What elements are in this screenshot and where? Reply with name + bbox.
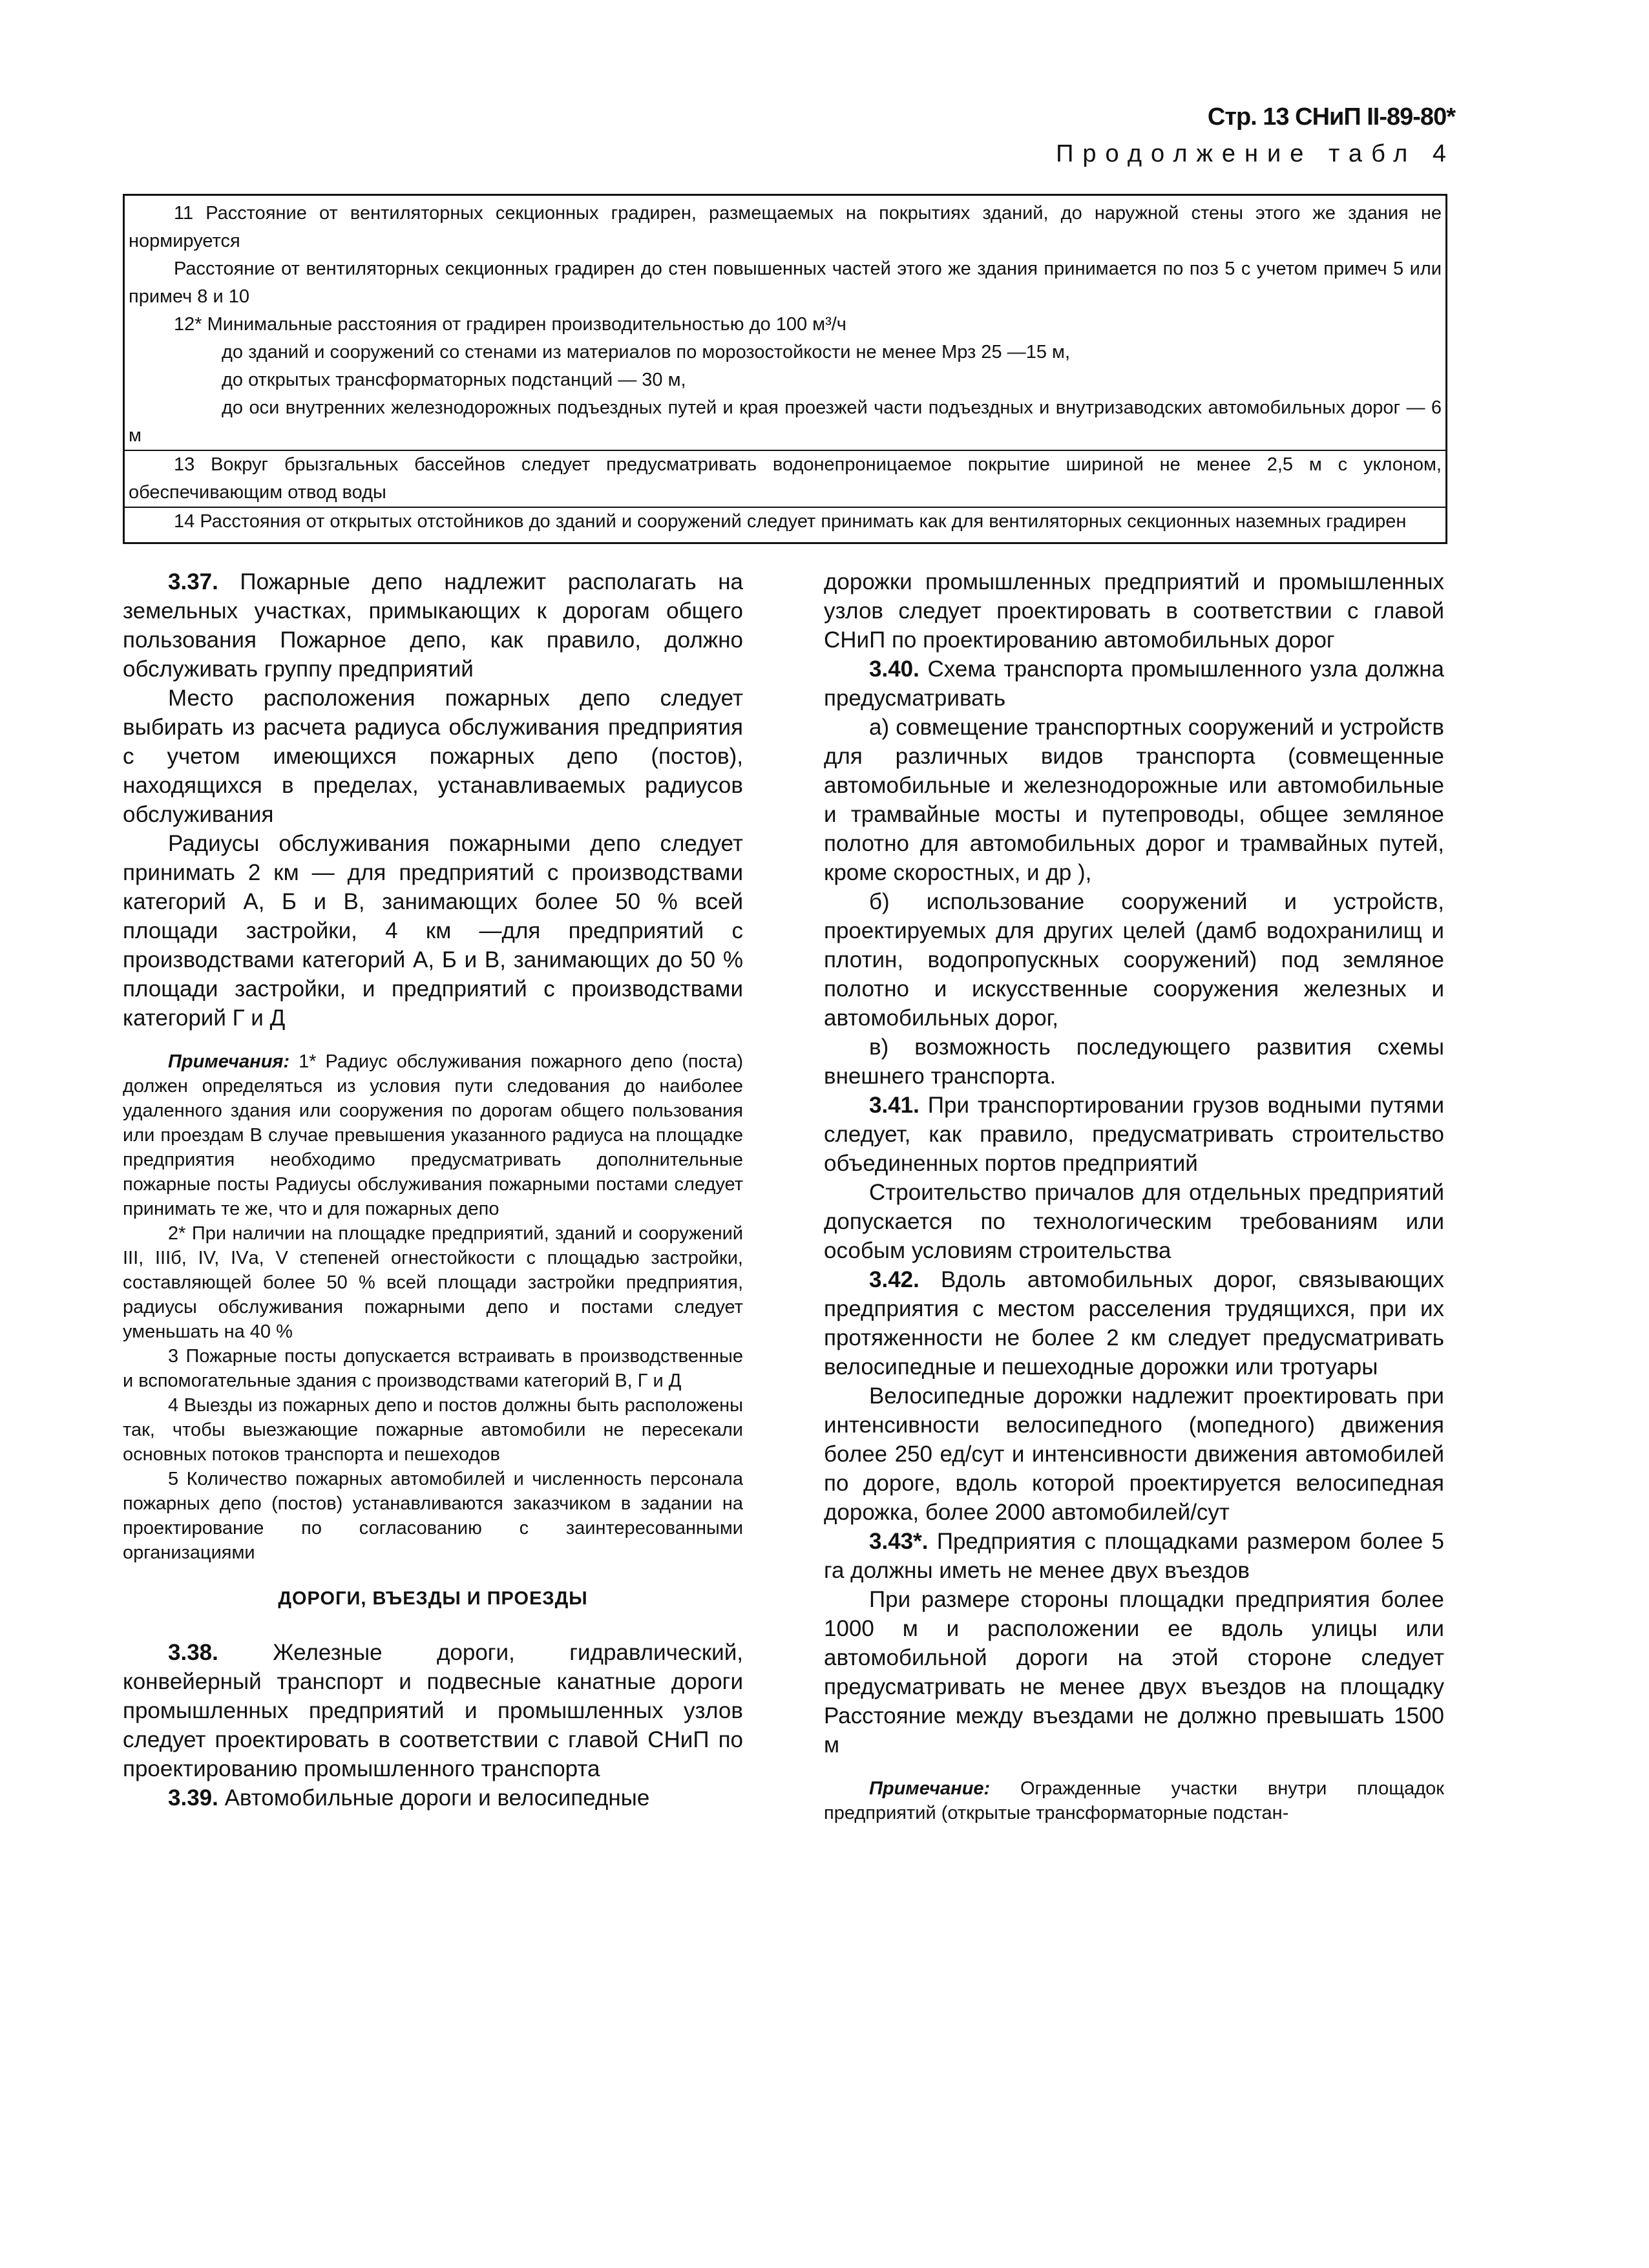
note-block-right	[824, 1776, 1444, 1825]
notes-block	[123, 1049, 743, 1565]
left-column	[123, 567, 743, 1812]
paragraph-3-41-2: Строительство причалов для отдельных предприятий допускается по технологическим требованиям или особым условиям строительства	[824, 1180, 1444, 1263]
table-continuation-label: Продолжение табл 4	[1056, 140, 1455, 167]
page-header	[1056, 103, 1455, 168]
paragraph-3-40-c: в) возможность последующего развития схемы внешнего транспорта.	[824, 1034, 1444, 1089]
table-note-14: 14 Расстояния от открытых отстойников до зданий и сооружений следует принимать как для вентиляторных секционных наземных градирен	[174, 511, 1407, 532]
page-number: Стр. 13 СНиП II-89-80*	[1207, 103, 1455, 131]
paragraph-3-43: 3.43*. Предприятия с площадками размером более 5 га должны иметь не менее двух въездов	[824, 1529, 1444, 1583]
clause-number: 3.42.	[869, 1267, 919, 1292]
note-5: 5 Количество пожарных автомобилей и численность персонала пожарных депо (постов) устанавливаются заказчиком в задании на проектирование по согласованию с заинтересованными организациями	[123, 1469, 743, 1563]
paragraph-3-39: 3.39. Автомобильные дороги и велосипедные	[168, 1785, 650, 1811]
table-note-12-b: до открытых трансформаторных подстанций — 30 м,	[222, 370, 686, 390]
paragraph-3-40: 3.40. Схема транспорта промышленного узла должна предусматривать	[824, 656, 1444, 711]
notes-label: Примечания:	[168, 1051, 290, 1072]
note-1: Примечания: 1* Радиус обслуживания пожарного депо (поста) должен определяться из условия пути следования до наиболее удаленного здания или сооружения по дорогам общего пользования или проездам В случае превышения указанного радиуса на площадке предприятия необходимо предусматривать дополнительные пожарные посты Радиусы обслуживания пожарными постами следует принимать те же, что и для пожарных депо	[123, 1051, 743, 1219]
table-note-12-c: до оси внутренних железнодорожных подъездных путей и края проезжей части подъездных и внутризаводских автомобильных дорог — 6 м	[129, 397, 1442, 446]
paragraph-3-37-2: Место расположения пожарных депо следует выбирать из расчета радиуса обслуживания предприятия с учетом имеющихся пожарных депо (постов), находящихся в пределах, устанавливаемых радиусов обслуживания	[123, 686, 743, 827]
paragraph-3-43-2: При размере стороны площадки предприятия более 1000 м и расположении ее вдоль улицы или автомобильной дороги на этой стороне следует предусматривать не менее двух въездов на площадку Расстояние между въездами не должно превышать 1500 м	[824, 1587, 1444, 1758]
paragraph-3-42: 3.42. Вдоль автомобильных дорог, связывающих предприятия с местом расселения трудящихся, при их протяженности не более 2 км следует предусматривать велосипедные и пешеходные дорожки или тротуары	[824, 1267, 1444, 1380]
table-notes-box	[123, 194, 1447, 544]
right-column	[824, 567, 1444, 1825]
table-note-12: 12* Минимальные расстояния от градирен производительностью до 100 м³/ч	[174, 314, 846, 335]
table-note-11: 11 Расстояние от вентиляторных секционных градирен, размещаемых на покрытиях зданий, до наружной стены этого же здания не нормируется	[129, 203, 1442, 251]
table-note-12-a: до зданий и сооружений со стенами из материалов по морозостойкости не менее Мрз 25 —15 м,	[222, 342, 1071, 362]
note-label: Примечание:	[869, 1778, 991, 1799]
note-3: 3 Пожарные посты допускается встраивать в производственные и вспомогательные здания с производствами категорий В, Г и Д	[123, 1346, 743, 1391]
table-note-13: 13 Вокруг брызгальных бассейнов следует предусматривать водонепроницаемое покрытие шириной не менее 2,5 м с уклоном, обеспечивающим отвод воды	[129, 454, 1442, 503]
table-note-11-cont: Расстояние от вентиляторных секционных градирен до стен повышенных частей этого же здания принимается по поз 5 с учетом примеч 5 или примеч 8 и 10	[129, 258, 1442, 307]
note-4: 4 Выезды из пожарных депо и постов должны быть расположены так, чтобы выезжающие пожарные автомобили не пересекали основных потоков транспорта и пешеходов	[123, 1395, 743, 1465]
paragraph-3-37-3: Радиусы обслуживания пожарными депо следует принимать 2 км — для предприятий с производствами категорий А, Б и В, занимающих более 50 % всей площади застройки, 4 км —для предприятий с производствами категорий А, Б и В, занимающих до 50 % площади застройки, и предприятий с производствами категорий Г и Д	[123, 831, 743, 1031]
paragraph-3-40-b: б) использование сооружений и устройств, проектируемых для других целей (дамб водохранилищ и плотин, водопропускных сооружений) под земляное полотно и искусственные сооружения железных и автомобильных дорог,	[824, 889, 1444, 1031]
paragraph-3-41: 3.41. При транспортировании грузов водными путями следует, как правило, предусматривать строительство объединенных портов предприятий	[824, 1093, 1444, 1176]
clause-number: 3.37.	[168, 569, 218, 594]
clause-number: 3.38.	[168, 1640, 218, 1665]
paragraph-3-38: 3.38. Железные дороги, гидравлический, конвейерный транспорт и подвесные канатные дороги промышленных предприятий и промышленных узлов следует проектировать в соответствии с главой СНиП по проектированию промышленного транспорта	[123, 1640, 743, 1781]
paragraph-3-39-cont: дорожки промышленных предприятий и промышленных узлов следует проектировать в соответствии с главой СНиП по проектированию автомобильных дорог	[824, 569, 1444, 653]
paragraph-3-40-a: а) совмещение транспортных сооружений и устройств для различных видов транспорта (совмещенные автомобильные и железнодорожные или автомобильные и трамвайные мосты и путепроводы, общее земляное полотно для автомобильных дорог и трамвайных путей, кроме скоростных, и др ),	[824, 715, 1444, 885]
paragraph-3-37: 3.37. Пожарные депо надлежит располагать на земельных участках, примыкающих к дорогам общего пользования Пожарное депо, как правило, должно обслуживать группу предприятий	[123, 569, 743, 682]
section-title: ДОРОГИ, ВЪЕЗДЫ И ПРОЕЗДЫ	[278, 1588, 588, 1609]
clause-number: 3.41.	[869, 1093, 919, 1118]
paragraph-3-42-2: Велосипедные дорожки надлежит проектировать при интенсивности велосипедного (мопедного) движения более 250 ед/сут и интенсивности движения автомобилей по дороге, вдоль которой проектируется велосипедная дорожка, более 2000 автомобилей/сут	[824, 1383, 1444, 1525]
clause-number: 3.39.	[168, 1785, 218, 1811]
note-2: 2* При наличии на площадке предприятий, зданий и сооружений III, IIIб, IV, IVа, V степеней огнестойкости с площадью застройки, составляющей более 50 % всей площади застройки предприятия, радиусы обслуживания пожарными депо и постами следует уменьшать на 40 %	[123, 1223, 743, 1342]
clause-number: 3.43*.	[869, 1529, 929, 1554]
note-right: Примечание: Огражденные участки внутри площадок предприятий (открытые трансформаторные подстан-	[824, 1778, 1444, 1823]
clause-number: 3.40.	[869, 656, 919, 682]
